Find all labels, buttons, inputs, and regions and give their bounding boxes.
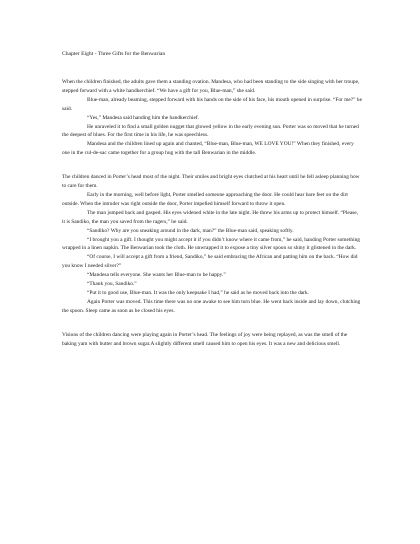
paragraph: He unraveled it to find a small golden nugget that glowed yellow in the early evening sun. Porter was so moved that he turned the deepest of blues. For the first time in his life, he was speechless. bbox=[62, 123, 359, 139]
paragraph: “Thank you, Sandiko.” bbox=[87, 281, 137, 288]
paragraph: “I brought you a gift. I thought you might accept it if you didn’t know where it came from,” he said, handing Porter something wrapped in a linen napkin. The Benwarian took the cloth. He unwrapped it to expose a tiny silver spoon so shiny it glistened in the dark. bbox=[62, 236, 360, 252]
paragraph: When the children finished, the adults gave them a standing ovation. Mandesa, who had been standing to the side singing with her troupe, stepped forward with a white handkerchief. “We have a gift for you, Blue-man,” she said. bbox=[62, 79, 360, 94]
paragraph: Mandesa and the children lined up again and chanted, “Blue-man, Blue-man, WE LOVE YOU!” When they finished, every one in the cul-de-sac came together for a group hug with the tall Benwarian in the middle. bbox=[62, 141, 354, 157]
paragraph: The man jumped back and gasped. His eyes widened white in the late night. He threw his arms up to protect himself. “Please, it is Sandiko, the man you saved from the ragers,” he said. bbox=[62, 209, 358, 225]
paragraph: The children danced in Porter’s head most of the night. Their smiles and bright eyes clutched at his heart until he fell asleep planning how to care for them. bbox=[62, 174, 360, 190]
paragraph: “Mandesa tells everyone. She wants her Blue-man to be happy.” bbox=[87, 272, 226, 279]
section-3 bbox=[62, 331, 362, 349]
section-break bbox=[62, 316, 362, 331]
paragraph: Again Porter was moved. This time there was no one awake to see him turn blue. He went back inside and lay down, clutching the spoon. Sleep came as soon as he closed his eyes. bbox=[62, 298, 361, 314]
paragraph: Blue-man, already beaming, stepped forward with his hands on the side of his face, his mouth opened in surprise. “For me?” he said. bbox=[62, 96, 362, 112]
paragraph: “Sandiko? Why are you sneaking around in the dark, man?” the Blue-man said, speaking softly. bbox=[87, 227, 294, 234]
paragraph: “Yes,” Mandesa said handing him the handkerchief. bbox=[87, 114, 200, 121]
document-page bbox=[62, 50, 362, 348]
paragraph: Visions of the children dancing were playing again in Porter’s head. The feelings of joy were being replayed, as was the smell of the baking yam with butter and brown sugar.A slightly different smell caused him to open his eyes. It was a new and delicious smell. bbox=[62, 331, 348, 347]
paragraph: “Put it to good use, Blue-man. It was the only keepsake I had,” he said as he moved back into the dark. bbox=[87, 289, 310, 296]
section-1 bbox=[62, 78, 362, 158]
section-2 bbox=[62, 173, 362, 316]
chapter-title: Chapter Eight - Three Gifts for the Benwarian bbox=[62, 51, 166, 57]
section-break bbox=[62, 158, 362, 173]
paragraph: “Of course, I will accept a gift from a friend, Sandiko,” he said embracing the African and patting him on the back. “How did you know I needed silver?” bbox=[62, 254, 358, 270]
paragraph: Early in the morning, well before light, Porter smelled someone approaching the door. He could hear bare feet on the dirt outside. When the intruder was right outside the door, Porter impelled himself forward to throw it open. bbox=[62, 191, 348, 207]
